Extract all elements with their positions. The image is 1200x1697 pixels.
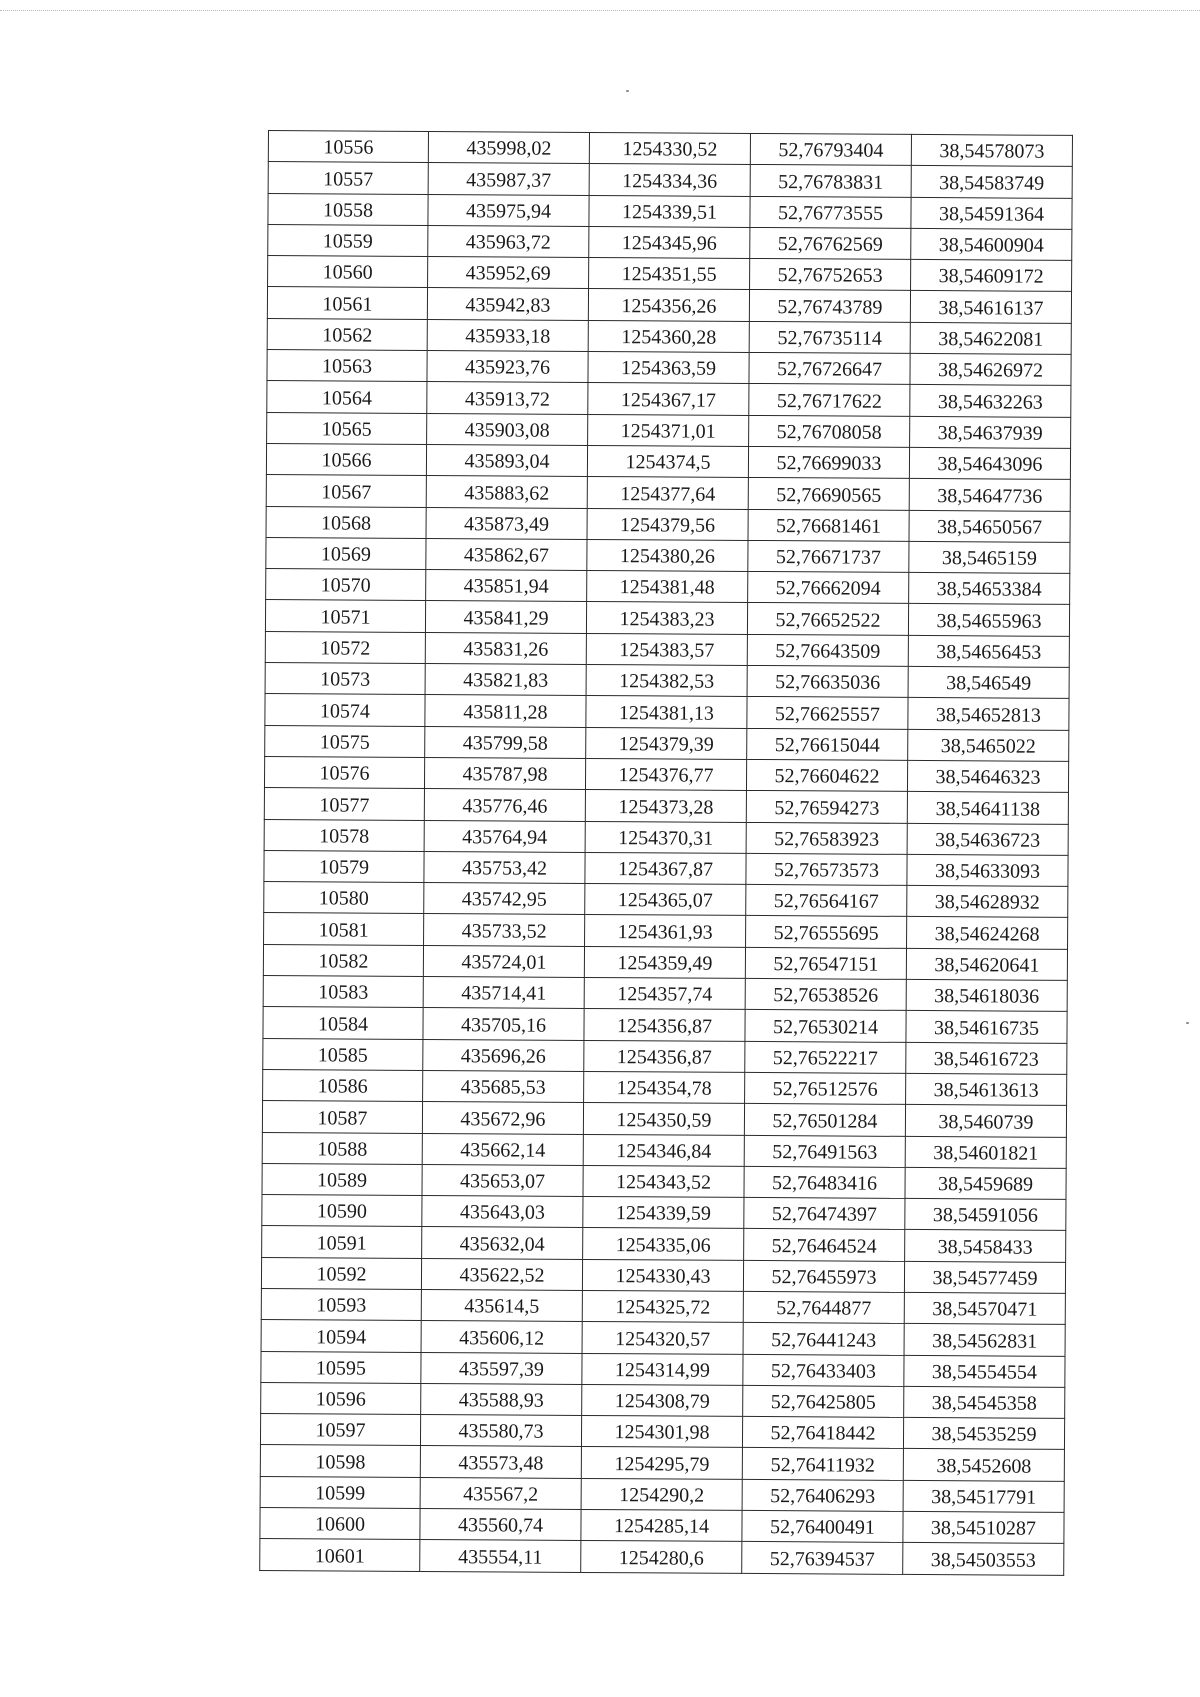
longitude-cell: 38,54618036 [906,979,1067,1011]
coordinates-table [259,130,1073,1576]
x-coordinate-cell: 435799,58 [425,726,586,758]
x-coordinate-cell: 435597,39 [421,1352,582,1384]
table-row [261,1382,1065,1418]
y-coordinate-cell: 1254339,59 [583,1197,744,1229]
table-row [265,694,1069,730]
table-row [261,1351,1065,1387]
latitude-cell: 52,76583923 [746,822,907,854]
longitude-cell: 38,54622081 [910,322,1071,354]
latitude-cell: 52,76573573 [746,853,907,885]
longitude-cell: 38,5459689 [905,1167,1066,1199]
y-coordinate-cell: 1254330,52 [589,132,750,164]
point-number-cell: 10579 [264,850,424,882]
table-row [261,1257,1065,1293]
longitude-cell: 38,54626972 [910,354,1071,386]
latitude-cell: 52,76726647 [749,353,910,385]
latitude-cell: 52,76662094 [748,572,909,604]
point-number-cell: 10576 [264,756,424,788]
longitude-cell: 38,54591364 [911,197,1072,229]
longitude-cell: 38,5452608 [903,1449,1064,1481]
y-coordinate-cell: 1254351,55 [589,258,750,290]
point-number-cell: 10599 [260,1476,420,1508]
longitude-cell: 38,54577459 [904,1261,1065,1293]
table-row [267,381,1071,417]
longitude-cell: 38,54600904 [911,228,1072,260]
point-number-cell: 10594 [261,1320,421,1352]
latitude-cell: 52,76735114 [749,321,910,353]
latitude-cell: 52,76752653 [750,259,911,291]
y-coordinate-cell: 1254301,98 [581,1416,742,1448]
latitude-cell: 52,76555695 [746,916,907,948]
point-number-cell: 10580 [264,882,424,914]
latitude-cell: 52,76783831 [750,165,911,197]
table-row [263,944,1067,980]
longitude-cell: 38,5465159 [909,541,1070,573]
y-coordinate-cell: 1254373,28 [585,790,746,822]
y-coordinate-cell: 1254290,2 [581,1478,742,1510]
point-number-cell: 10582 [263,944,423,976]
y-coordinate-cell: 1254334,36 [589,164,750,196]
table-row [268,162,1072,198]
longitude-cell: 38,54583749 [911,166,1072,198]
longitude-cell: 38,54616723 [906,1042,1067,1074]
point-number-cell: 10557 [268,162,428,194]
y-coordinate-cell: 1254295,79 [581,1447,742,1479]
x-coordinate-cell: 435643,03 [422,1196,583,1228]
point-number-cell: 10569 [266,537,426,569]
longitude-cell: 38,54613613 [906,1073,1067,1105]
y-coordinate-cell: 1254359,49 [584,946,745,978]
x-coordinate-cell: 435753,42 [424,851,585,883]
point-number-cell: 10568 [266,506,426,538]
point-number-cell: 10597 [260,1414,420,1446]
point-number-cell: 10561 [267,287,427,319]
y-coordinate-cell: 1254381,48 [587,571,748,603]
y-coordinate-cell: 1254365,07 [585,884,746,916]
latitude-cell: 52,76411932 [742,1448,903,1480]
y-coordinate-cell: 1254314,99 [582,1353,743,1385]
point-number-cell: 10593 [261,1288,421,1320]
x-coordinate-cell: 435554,11 [420,1540,581,1572]
point-number-cell: 10567 [266,475,426,507]
table-row [264,788,1068,824]
point-number-cell: 10571 [265,600,425,632]
y-coordinate-cell: 1254376,77 [585,758,746,790]
x-coordinate-cell: 435851,94 [426,570,587,602]
table-row [264,819,1068,855]
y-coordinate-cell: 1254367,87 [585,852,746,884]
x-coordinate-cell: 435672,96 [422,1102,583,1134]
latitude-cell: 52,76425805 [743,1385,904,1417]
table-row [264,850,1068,886]
longitude-cell: 38,54628932 [907,886,1068,918]
y-coordinate-cell: 1254382,53 [586,665,747,697]
table-row [260,1445,1064,1481]
latitude-cell: 52,76643509 [747,634,908,666]
longitude-cell: 38,54591056 [905,1199,1066,1231]
table-row [266,443,1070,479]
table-row [260,1508,1064,1544]
x-coordinate-cell: 435567,2 [420,1477,581,1509]
y-coordinate-cell: 1254285,14 [581,1510,742,1542]
longitude-cell: 38,54554554 [904,1355,1065,1387]
y-coordinate-cell: 1254367,17 [588,383,749,415]
x-coordinate-cell: 435764,94 [424,820,585,852]
point-number-cell: 10590 [262,1195,422,1227]
latitude-cell: 52,7644877 [743,1291,904,1323]
latitude-cell: 52,76773555 [750,196,911,228]
point-number-cell: 10565 [267,412,427,444]
longitude-cell: 38,54647736 [909,479,1070,511]
x-coordinate-cell: 435560,74 [420,1509,581,1541]
scan-edge-line [0,10,1200,11]
table-row [263,1069,1067,1105]
latitude-cell: 52,76441243 [743,1323,904,1355]
y-coordinate-cell: 1254371,01 [588,414,749,446]
latitude-cell: 52,76547151 [745,947,906,979]
table-row [262,1195,1066,1231]
point-number-cell: 10587 [262,1101,422,1133]
table-row [268,131,1072,167]
y-coordinate-cell: 1254280,6 [581,1541,742,1573]
point-number-cell: 10596 [261,1382,421,1414]
x-coordinate-cell: 435787,98 [424,757,585,789]
table-row [266,475,1070,511]
latitude-cell: 52,76522217 [745,1041,906,1073]
table-row [260,1476,1064,1512]
x-coordinate-cell: 435705,16 [423,1008,584,1040]
table-row [266,537,1070,573]
y-coordinate-cell: 1254380,26 [587,539,748,571]
y-coordinate-cell: 1254381,13 [586,696,747,728]
latitude-cell: 52,76464524 [744,1229,905,1261]
longitude-cell: 38,54616137 [910,291,1071,323]
x-coordinate-cell: 435632,04 [422,1227,583,1259]
point-number-cell: 10577 [264,788,424,820]
longitude-cell: 38,54643096 [909,447,1070,479]
x-coordinate-cell: 435653,07 [422,1164,583,1196]
point-number-cell: 10572 [265,631,425,663]
point-number-cell: 10562 [267,318,427,350]
latitude-cell: 52,76708058 [749,415,910,447]
latitude-cell: 52,76564167 [746,885,907,917]
coordinates-table-body [260,131,1073,1576]
x-coordinate-cell: 435573,48 [420,1446,581,1478]
latitude-cell: 52,76671737 [748,540,909,572]
point-number-cell: 10560 [268,256,428,288]
table-row [261,1320,1065,1356]
table-row [268,224,1072,260]
point-number-cell: 10566 [266,443,426,475]
latitude-cell: 52,76538526 [745,978,906,1010]
y-coordinate-cell: 1254343,52 [583,1165,744,1197]
longitude-cell: 38,54653384 [909,573,1070,605]
x-coordinate-cell: 435776,46 [424,789,585,821]
longitude-cell: 38,5460739 [905,1105,1066,1137]
y-coordinate-cell: 1254346,84 [583,1134,744,1166]
y-coordinate-cell: 1254379,39 [586,727,747,759]
point-number-cell: 10598 [260,1445,420,1477]
longitude-cell: 38,54633093 [907,854,1068,886]
longitude-cell: 38,5458433 [905,1230,1066,1262]
y-coordinate-cell: 1254377,64 [587,477,748,509]
latitude-cell: 52,76474397 [744,1198,905,1230]
point-number-cell: 10585 [263,1038,423,1070]
x-coordinate-cell: 435963,72 [428,225,589,257]
latitude-cell: 52,76690565 [748,478,909,510]
table-row [262,1163,1066,1199]
x-coordinate-cell: 435696,26 [423,1039,584,1071]
longitude-cell: 38,54656453 [908,635,1069,667]
y-coordinate-cell: 1254356,26 [588,289,749,321]
table-row [264,756,1068,792]
longitude-cell: 38,54616735 [906,1011,1067,1043]
point-number-cell: 10559 [268,224,428,256]
longitude-cell: 38,54641138 [907,792,1068,824]
point-number-cell: 10601 [260,1539,420,1571]
x-coordinate-cell: 435998,02 [428,131,589,163]
table-row [263,1038,1067,1074]
x-coordinate-cell: 435903,08 [427,413,588,445]
y-coordinate-cell: 1254330,43 [582,1259,743,1291]
y-coordinate-cell: 1254320,57 [582,1322,743,1354]
table-row [261,1288,1065,1324]
point-number-cell: 10556 [268,131,428,163]
table-row [260,1539,1064,1575]
latitude-cell: 52,76635036 [747,665,908,697]
point-number-cell: 10588 [262,1132,422,1164]
latitude-cell: 52,76406293 [742,1479,903,1511]
longitude-cell: 38,54637939 [910,416,1071,448]
latitude-cell: 52,76717622 [749,384,910,416]
latitude-cell: 52,76699033 [748,446,909,478]
x-coordinate-cell: 435622,52 [421,1258,582,1290]
point-number-cell: 10575 [265,725,425,757]
y-coordinate-cell: 1254354,78 [584,1071,745,1103]
latitude-cell: 52,76594273 [746,791,907,823]
y-coordinate-cell: 1254325,72 [582,1290,743,1322]
x-coordinate-cell: 435831,26 [425,632,586,664]
latitude-cell: 52,76433403 [743,1354,904,1386]
longitude-cell: 38,54624268 [907,917,1068,949]
y-coordinate-cell: 1254350,59 [583,1103,744,1135]
longitude-cell: 38,54545358 [904,1386,1065,1418]
x-coordinate-cell: 435952,69 [428,257,589,289]
longitude-cell: 38,54652813 [908,698,1069,730]
latitude-cell: 52,76743789 [749,290,910,322]
x-coordinate-cell: 435662,14 [422,1133,583,1165]
x-coordinate-cell: 435821,83 [425,664,586,696]
longitude-cell: 38,54535259 [903,1418,1064,1450]
table-row [266,506,1070,542]
latitude-cell: 52,76762569 [750,227,911,259]
x-coordinate-cell: 435913,72 [427,382,588,414]
table-row [267,287,1071,323]
point-number-cell: 10581 [264,913,424,945]
x-coordinate-cell: 435606,12 [421,1321,582,1353]
longitude-cell: 38,54562831 [904,1324,1065,1356]
point-number-cell: 10595 [261,1351,421,1383]
point-number-cell: 10586 [263,1069,423,1101]
longitude-cell: 38,54620641 [906,948,1067,980]
x-coordinate-cell: 435883,62 [426,476,587,508]
x-coordinate-cell: 435841,29 [425,601,586,633]
point-number-cell: 10591 [262,1226,422,1258]
x-coordinate-cell: 435714,41 [423,976,584,1008]
x-coordinate-cell: 435588,93 [421,1383,582,1415]
longitude-cell: 38,546549 [908,666,1069,698]
latitude-cell: 52,76491563 [744,1135,905,1167]
latitude-cell: 52,76681461 [748,509,909,541]
table-row [267,350,1071,386]
latitude-cell: 52,76530214 [745,1010,906,1042]
x-coordinate-cell: 435873,49 [426,507,587,539]
table-row [262,1226,1066,1262]
table-row [268,193,1072,229]
table-row [263,1007,1067,1043]
longitude-cell: 38,54646323 [907,760,1068,792]
point-number-cell: 10570 [266,569,426,601]
x-coordinate-cell: 435742,95 [424,883,585,915]
x-coordinate-cell: 435893,04 [426,444,587,476]
latitude-cell: 52,76501284 [744,1104,905,1136]
point-number-cell: 10563 [267,350,427,382]
point-number-cell: 10574 [265,694,425,726]
longitude-cell: 38,54632263 [910,385,1071,417]
table-row [265,631,1069,667]
table-row [262,1132,1066,1168]
latitude-cell: 52,76625557 [747,697,908,729]
latitude-cell: 52,76483416 [744,1166,905,1198]
latitude-cell: 52,76615044 [747,728,908,760]
latitude-cell: 52,76793404 [750,133,911,165]
longitude-cell: 38,54609172 [911,260,1072,292]
table-row [267,318,1071,354]
scan-speck [1186,1022,1189,1024]
table-row [263,976,1067,1012]
table-row [266,569,1070,605]
latitude-cell: 52,76418442 [742,1417,903,1449]
table-row [264,882,1068,918]
x-coordinate-cell: 435614,5 [421,1289,582,1321]
y-coordinate-cell: 1254357,74 [584,977,745,1009]
table-row [267,412,1071,448]
table-row [265,600,1069,636]
scan-speck [626,90,629,92]
point-number-cell: 10573 [265,663,425,695]
x-coordinate-cell: 435733,52 [424,914,585,946]
table-row [262,1101,1066,1137]
longitude-cell: 38,54578073 [911,134,1072,166]
latitude-cell: 52,76394537 [742,1542,903,1574]
longitude-cell: 38,54503553 [903,1543,1064,1575]
y-coordinate-cell: 1254308,79 [582,1384,743,1416]
latitude-cell: 52,76400491 [742,1510,903,1542]
x-coordinate-cell: 435862,67 [426,538,587,570]
y-coordinate-cell: 1254339,51 [589,195,750,227]
x-coordinate-cell: 435987,37 [428,163,589,195]
x-coordinate-cell: 435923,76 [427,351,588,383]
longitude-cell: 38,5465022 [908,729,1069,761]
y-coordinate-cell: 1254374,5 [587,445,748,477]
longitude-cell: 38,54655963 [908,604,1069,636]
longitude-cell: 38,54570471 [904,1292,1065,1324]
table-row [265,725,1069,761]
y-coordinate-cell: 1254335,06 [583,1228,744,1260]
y-coordinate-cell: 1254360,28 [588,320,749,352]
longitude-cell: 38,54650567 [909,510,1070,542]
table-row [264,913,1068,949]
longitude-cell: 38,54517791 [903,1480,1064,1512]
y-coordinate-cell: 1254363,59 [588,352,749,384]
point-number-cell: 10564 [267,381,427,413]
table-row [260,1414,1064,1450]
x-coordinate-cell: 435975,94 [428,194,589,226]
x-coordinate-cell: 435942,83 [427,288,588,320]
point-number-cell: 10578 [264,819,424,851]
latitude-cell: 52,76604622 [746,759,907,791]
longitude-cell: 38,54510287 [903,1511,1064,1543]
point-number-cell: 10589 [262,1163,422,1195]
latitude-cell: 52,76512576 [745,1072,906,1104]
x-coordinate-cell: 435933,18 [427,319,588,351]
x-coordinate-cell: 435724,01 [423,945,584,977]
y-coordinate-cell: 1254370,31 [585,821,746,853]
point-number-cell: 10558 [268,193,428,225]
longitude-cell: 38,54601821 [905,1136,1066,1168]
x-coordinate-cell: 435811,28 [425,695,586,727]
point-number-cell: 10584 [263,1007,423,1039]
y-coordinate-cell: 1254356,87 [584,1009,745,1041]
latitude-cell: 52,76652522 [747,603,908,635]
y-coordinate-cell: 1254379,56 [587,508,748,540]
point-number-cell: 10592 [261,1257,421,1289]
y-coordinate-cell: 1254383,23 [586,602,747,634]
table-row [265,663,1069,699]
y-coordinate-cell: 1254383,57 [586,633,747,665]
x-coordinate-cell: 435685,53 [423,1070,584,1102]
table-row [268,256,1072,292]
y-coordinate-cell: 1254356,87 [584,1040,745,1072]
x-coordinate-cell: 435580,73 [420,1415,581,1447]
point-number-cell: 10583 [263,976,423,1008]
y-coordinate-cell: 1254361,93 [585,915,746,947]
latitude-cell: 52,76455973 [743,1260,904,1292]
point-number-cell: 10600 [260,1508,420,1540]
longitude-cell: 38,54636723 [907,823,1068,855]
y-coordinate-cell: 1254345,96 [589,226,750,258]
